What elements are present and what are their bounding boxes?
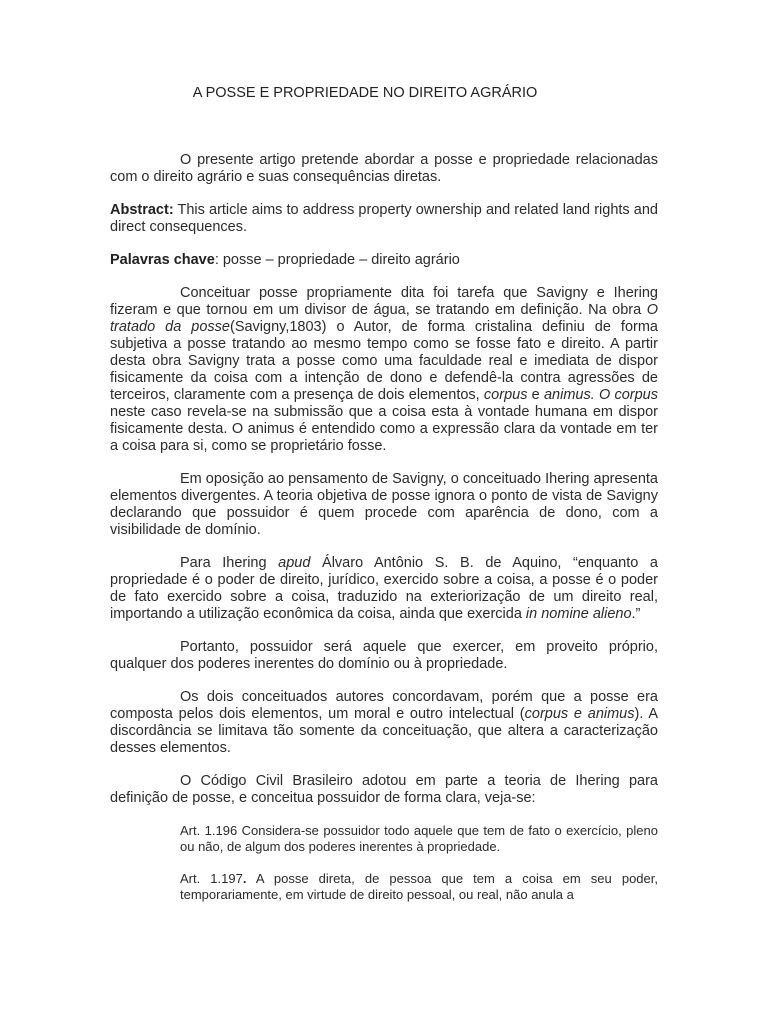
p3-italic-apud: apud	[278, 555, 311, 571]
q2-bold-period: .	[242, 871, 247, 886]
p3-text-a: Para Ihering	[180, 555, 279, 571]
p3-text-c: Álvaro Antônio S. B. de Aquino, “enquanto a propriedade é o poder de direito, jurídico, exercido sobre a coisa, a posse é o poder de fato exercido sobre a coisa, traduzido na exteriorização de um direito real, importando a utilização econômica da coisa, ainda que exercida	[110, 555, 658, 622]
body-paragraph-6: O Código Civil Brasileiro adotou em parte a teoria de Ihering para definição de posse, e conceitua possuidor de forma clara, veja-se:	[110, 773, 658, 806]
p1-text-a: Conceituar posse propriamente dita foi tarefa que Savigny e Ihering fizeram e que tornou em um divisor de água, se tratando em definição. Na obra	[110, 285, 658, 318]
body-paragraph-4: Portanto, possuidor será aquele que exercer, em proveito próprio, qualquer dos poderes inerentes do domínio ou à propriedade.	[110, 639, 658, 672]
quote-article-1196: Art. 1.196 Considera-se possuidor todo aquele que tem de fato o exercício, pleno ou não, de algum dos poderes inerentes à propriedade.	[180, 823, 658, 854]
abstract-paragraph	[110, 202, 658, 236]
p5-text-a: Os dois conceituados autores concordavam, porém que a posse era composta pelos dois elementos, um moral e outro intelectual (	[110, 689, 658, 722]
body-paragraph-5	[110, 689, 658, 757]
q2-text: A posse direta, de pessoa que tem a coisa em seu poder, temporariamente, em virtude de direito pessoal, ou real, não anula a	[180, 871, 658, 902]
body-paragraph-3	[110, 555, 658, 623]
body-paragraph-2: Em oposição ao pensamento de Savigny, o conceituado Ihering apresenta elementos divergentes. A teoria objetiva de posse ignora o ponto de vista de Savigny declarando que possuidor é quem procede com aparência de dono, com a visibilidade de domínio.	[110, 471, 658, 538]
p5-italic-corpus-animus: corpus e animus	[524, 706, 635, 722]
intro-paragraph: O presente artigo pretende abordar a posse e propriedade relacionadas com o direito agrário e suas consequências diretas.	[110, 152, 658, 185]
p3-italic-in-nomine: in nomine alieno	[525, 606, 632, 622]
p1-text-e: e	[527, 387, 544, 403]
keywords-paragraph	[110, 252, 658, 269]
abstract-text: This article aims to address property ownership and related land rights and direct consequences.	[110, 202, 658, 235]
p5-text-c: ). A discordância se limitava tão somente da conceituação, que altera a caracterização desses elementos.	[110, 706, 658, 756]
p1-italic-animus: animus. O corpus	[543, 387, 658, 403]
quote-article-1197	[180, 871, 658, 903]
p1-text-c: (Savigny,1803) o Autor, de forma cristalina definiu de forma subjetiva a posse tratando ao mesmo tempo como se fosse fato e direito. A partir desta obra Savigny trata a posse como uma faculdade real e imediata de dispor fisicamente da coisa com a intenção de dono e defendê-la contra agressões de terceiros, claramente com a presença de dois elementos,	[110, 319, 658, 403]
p3-text-e: .”	[631, 606, 641, 622]
p1-italic-title: O tratado da posse	[110, 302, 658, 335]
p1-italic-corpus: corpus	[483, 387, 528, 403]
keywords-text: : posse – propriedade – direito agrário	[214, 252, 460, 268]
document-title: A POSSE E PROPRIEDADE NO DIREITO AGRÁRIO	[192, 85, 538, 101]
body-paragraph-1	[110, 285, 658, 455]
q2-article-number: Art. 1.197	[180, 871, 243, 886]
document-body	[110, 152, 658, 919]
keywords-label: Palavras chave	[110, 252, 215, 268]
abstract-label: Abstract:	[110, 202, 174, 218]
p1-text-g: neste caso revela-se na submissão que a coisa esta à vontade humana em dispor fisicamente desta. O animus é entendido como a expressão clara da vontade em ter a coisa para si, como se proprietário fosse.	[110, 404, 658, 454]
